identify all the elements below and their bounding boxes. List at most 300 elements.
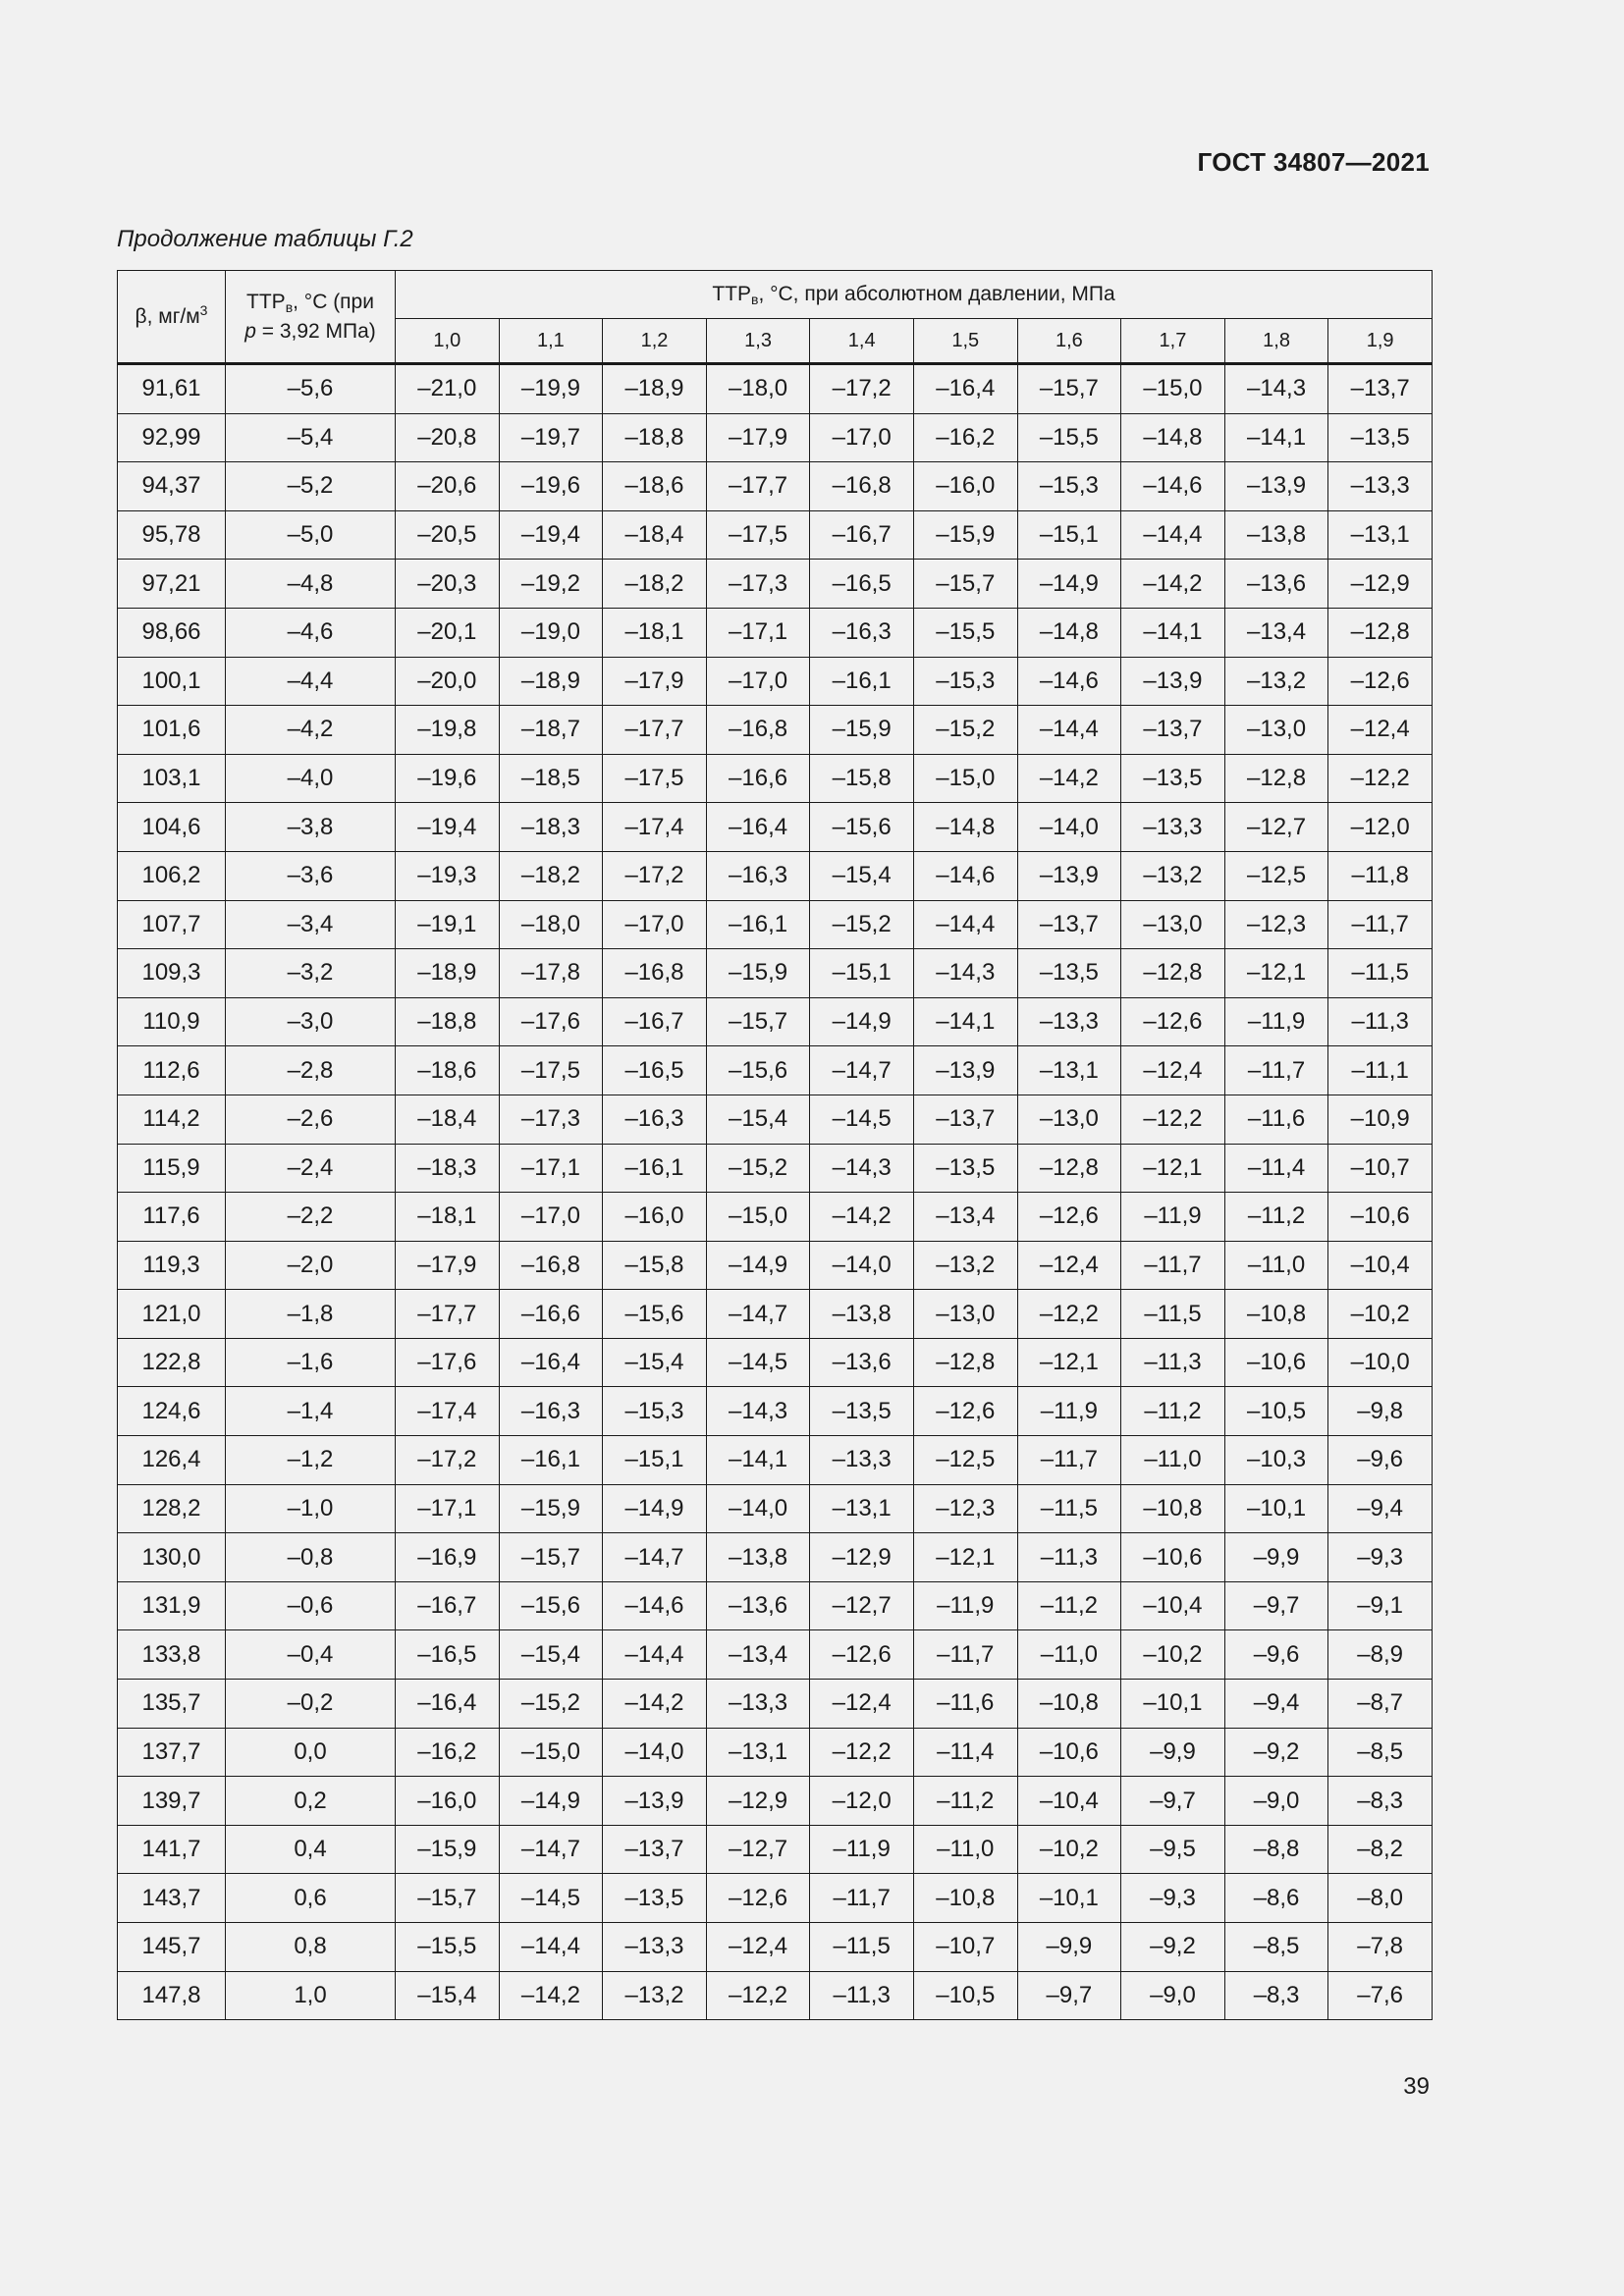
ttp-value-cell: –16,1 [499,1436,603,1485]
ttp-value-cell: –20,0 [396,657,500,706]
ttp-value-cell: –12,4 [1121,1046,1225,1095]
pressure-header-cell: 1,5 [913,319,1017,364]
beta-cell: 109,3 [118,949,226,998]
ttp-value-cell: –20,8 [396,413,500,462]
ttp-value-cell: –17,4 [603,803,707,852]
beta-cell: 117,6 [118,1193,226,1242]
ttp-value-cell: –13,4 [1224,608,1328,657]
ttp-value-cell: –13,6 [1224,560,1328,609]
table-row [118,1630,1433,1680]
ttp-value-cell: –18,1 [396,1193,500,1242]
ttp-value-cell: –15,3 [603,1387,707,1436]
ttp-value-cell: –13,3 [706,1680,810,1729]
ttp-value-cell: –15,8 [810,754,914,803]
ttp-value-cell: –18,3 [396,1144,500,1193]
ttp-value-cell: –9,4 [1224,1680,1328,1729]
ttp-value-cell: –17,5 [499,1046,603,1095]
ttp-value-cell: –8,5 [1224,1923,1328,1972]
ttp-value-cell: –18,3 [499,803,603,852]
ttp-value-cell: –11,5 [810,1923,914,1972]
ttp-value-cell: –13,7 [1017,900,1121,949]
ttp-value-cell: –12,6 [810,1630,914,1680]
ttp-value-cell: –13,9 [1017,851,1121,900]
beta-cell: 130,0 [118,1533,226,1582]
ttp-value-cell: –18,2 [499,851,603,900]
ttp-value-cell: –13,3 [603,1923,707,1972]
ttp-value-cell: –15,0 [1121,364,1225,414]
ttp-value-cell: –10,1 [1017,1874,1121,1923]
ttp-value-cell: –11,0 [1121,1436,1225,1485]
ttp-reference-cell: –3,0 [226,997,396,1046]
ttp-reference-cell: –2,6 [226,1095,396,1144]
ttp-value-cell: –10,6 [1121,1533,1225,1582]
beta-cell: 133,8 [118,1630,226,1680]
ttp-value-cell: –14,1 [1224,413,1328,462]
ttp-value-cell: –14,1 [706,1436,810,1485]
ttp-value-cell: –11,9 [1121,1193,1225,1242]
ttp-value-cell: –8,0 [1328,1874,1433,1923]
ttp-value-cell: –10,5 [1224,1387,1328,1436]
ttp-value-cell: –13,3 [1328,462,1433,511]
ttp-value-cell: –16,4 [499,1338,603,1387]
ttp-value-cell: –14,4 [499,1923,603,1972]
table-row [118,706,1433,755]
ttp-value-cell: –12,6 [1017,1193,1121,1242]
ttp-value-cell: –18,4 [396,1095,500,1144]
ttp-value-cell: –14,5 [810,1095,914,1144]
ttp-value-cell: –9,9 [1224,1533,1328,1582]
ttp-value-cell: –16,8 [706,706,810,755]
ttp-value-cell: –13,8 [1224,510,1328,560]
ttp-value-cell: –15,3 [913,657,1017,706]
ttp-value-cell: –11,2 [1017,1581,1121,1630]
ttp-value-cell: –18,8 [603,413,707,462]
beta-cell: 92,99 [118,413,226,462]
ttp-value-cell: –15,7 [706,997,810,1046]
beta-cell: 119,3 [118,1241,226,1290]
ttp-value-cell: –14,6 [603,1581,707,1630]
ttp-value-cell: –12,4 [706,1923,810,1972]
beta-cell: 124,6 [118,1387,226,1436]
ttp-value-cell: –13,2 [603,1971,707,2020]
ttp-value-cell: –10,1 [1121,1680,1225,1729]
beta-cell: 112,6 [118,1046,226,1095]
ttp-value-cell: –17,0 [810,413,914,462]
ttp-value-cell: –15,7 [499,1533,603,1582]
ttp-value-cell: –12,9 [810,1533,914,1582]
ttp-value-cell: –12,7 [810,1581,914,1630]
ttp-value-cell: –17,0 [603,900,707,949]
ttp-value-cell: –12,8 [1328,608,1433,657]
ttp-value-cell: –12,2 [1121,1095,1225,1144]
ttp-value-cell: –15,9 [499,1484,603,1533]
ttp-value-cell: –8,6 [1224,1874,1328,1923]
ttp-value-cell: –13,6 [706,1581,810,1630]
ttp-reference-cell: –3,6 [226,851,396,900]
ttp-value-cell: –13,9 [1121,657,1225,706]
ttp-value-cell: –14,2 [1121,560,1225,609]
ttp-value-cell: –17,5 [603,754,707,803]
ttp-value-cell: –14,8 [1121,413,1225,462]
ttp-value-cell: –15,0 [913,754,1017,803]
ttp-value-cell: –18,9 [396,949,500,998]
table-row [118,1971,1433,2020]
ttp-value-cell: –12,0 [810,1777,914,1826]
ttp-value-cell: –16,8 [603,949,707,998]
ttp-value-cell: –12,2 [1017,1290,1121,1339]
table-row [118,900,1433,949]
header-beta [118,271,226,364]
ttp-value-cell: –15,4 [499,1630,603,1680]
ttp-value-cell: –14,9 [810,997,914,1046]
ttp-reference-cell: 1,0 [226,1971,396,2020]
ttp-value-cell: –15,0 [706,1193,810,1242]
table-row [118,1338,1433,1387]
ttp-value-cell: –16,3 [810,608,914,657]
ttp-value-cell: –20,6 [396,462,500,511]
ttp-value-cell: –15,1 [810,949,914,998]
ttp-reference-cell: –4,6 [226,608,396,657]
pressure-header-cell: 1,1 [499,319,603,364]
table-row [118,1046,1433,1095]
ttp-value-cell: –13,7 [603,1825,707,1874]
ttp-value-cell: –10,8 [1017,1680,1121,1729]
ttp-value-cell: –17,4 [396,1387,500,1436]
table-row [118,1436,1433,1485]
ttp-value-cell: –17,2 [810,364,914,414]
ttp-value-cell: –9,3 [1121,1874,1225,1923]
ttp-value-cell: –15,5 [913,608,1017,657]
ttp-value-cell: –13,9 [603,1777,707,1826]
ttp-value-cell: –13,1 [1017,1046,1121,1095]
ttp-value-cell: –14,5 [499,1874,603,1923]
ttp-value-cell: –19,2 [499,560,603,609]
ttp-value-cell: –15,4 [396,1971,500,2020]
ttp-value-cell: –12,1 [1224,949,1328,998]
ttp-value-cell: –16,5 [603,1046,707,1095]
ttp-value-cell: –13,5 [1017,949,1121,998]
ttp-value-cell: –13,3 [810,1436,914,1485]
pressure-header-cell: 1,7 [1121,319,1225,364]
ttp-value-cell: –19,4 [396,803,500,852]
ttp-value-cell: –17,7 [706,462,810,511]
ttp-value-cell: –12,8 [1121,949,1225,998]
beta-cell: 122,8 [118,1338,226,1387]
ttp-value-cell: –12,3 [913,1484,1017,1533]
ttp-value-cell: –13,3 [1017,997,1121,1046]
ttp-value-cell: –11,5 [1121,1290,1225,1339]
ttp-value-cell: –13,5 [1328,413,1433,462]
ttp-value-cell: –17,0 [706,657,810,706]
ttp-value-cell: –18,5 [499,754,603,803]
ttp-value-cell: –15,0 [499,1728,603,1777]
beta-cell: 97,21 [118,560,226,609]
ttp-reference-cell: –1,4 [226,1387,396,1436]
ttp-value-cell: –12,2 [810,1728,914,1777]
ttp-value-cell: –13,2 [913,1241,1017,1290]
table-row [118,1825,1433,1874]
ttp-value-cell: –12,4 [1017,1241,1121,1290]
ttp-value-cell: –9,6 [1224,1630,1328,1680]
ttp-reference-cell: 0,8 [226,1923,396,1972]
ttp-value-cell: –10,3 [1224,1436,1328,1485]
ttp-value-cell: –16,9 [396,1533,500,1582]
ttp-value-cell: –14,2 [499,1971,603,2020]
pressure-header-cell: 1,0 [396,319,500,364]
ttp-value-cell: –11,7 [1017,1436,1121,1485]
table-row [118,1874,1433,1923]
ttp-value-cell: –10,8 [1224,1290,1328,1339]
ttp-reference-cell: –3,2 [226,949,396,998]
ttp-value-cell: –13,9 [913,1046,1017,1095]
ttp-value-cell: –15,8 [603,1241,707,1290]
ttp-value-cell: –14,0 [810,1241,914,1290]
beta-cell: 126,4 [118,1436,226,1485]
ttp-value-cell: –16,1 [603,1144,707,1193]
ttp-value-cell: –8,9 [1328,1630,1433,1680]
beta-cell: 139,7 [118,1777,226,1826]
ttp-value-cell: –8,8 [1224,1825,1328,1874]
ttp-value-cell: –11,9 [810,1825,914,1874]
ttp-reference-cell: 0,6 [226,1874,396,1923]
ttp-value-cell: –10,7 [1328,1144,1433,1193]
ttp-value-cell: –12,6 [1121,997,1225,1046]
pressure-symbol: р [244,319,256,343]
ttp-value-cell: –10,2 [1328,1290,1433,1339]
ttp-value-cell: –19,1 [396,900,500,949]
ttp-value-cell: –12,1 [1121,1144,1225,1193]
table-body [118,364,1433,2020]
beta-cell: 121,0 [118,1290,226,1339]
ttp-value-cell: –15,5 [1017,413,1121,462]
table-row [118,1387,1433,1436]
ttp-value-cell: –17,9 [706,413,810,462]
ttp-reference-cell: 0,4 [226,1825,396,1874]
ttp-value-cell: –14,8 [1017,608,1121,657]
ttp-value-cell: –16,5 [810,560,914,609]
ttp-reference-cell: –2,4 [226,1144,396,1193]
ttp-reference-cell: –1,8 [226,1290,396,1339]
ttp-value-cell: –20,5 [396,510,500,560]
ttp-value-cell: –17,5 [706,510,810,560]
ttp-value-cell: –13,9 [1224,462,1328,511]
ttp-value-cell: –14,5 [706,1338,810,1387]
ttp-value-cell: –19,6 [396,754,500,803]
ttp-value-cell: –11,7 [1121,1241,1225,1290]
ttp-value-cell: –16,4 [396,1680,500,1729]
ttp-value-cell: –11,9 [1224,997,1328,1046]
ttp-value-cell: –15,2 [706,1144,810,1193]
table-row [118,364,1433,414]
ttp-value-cell: –13,4 [913,1193,1017,1242]
beta-unit: , мг/м [146,304,200,328]
ttp-value-cell: –15,7 [913,560,1017,609]
group-ttp-text: , °С, при абсолютном давлении, МПа [758,283,1115,305]
table-caption: Продолжение таблицы Г.2 [117,226,413,252]
ttp-value-cell: –10,4 [1121,1581,1225,1630]
ttp-value-cell: –15,1 [603,1436,707,1485]
table-row [118,1241,1433,1290]
ttp-value-cell: –16,3 [706,851,810,900]
beta-cell: 114,2 [118,1095,226,1144]
beta-cell: 143,7 [118,1874,226,1923]
ttp-value-cell: –16,0 [396,1777,500,1826]
ttp-reference-cell: –4,0 [226,754,396,803]
ttp-value-cell: –12,8 [1017,1144,1121,1193]
ttp-value-cell: –12,5 [913,1436,1017,1485]
ttp-value-cell: –9,9 [1017,1923,1121,1972]
ttp-value-cell: –12,6 [706,1874,810,1923]
ttp-value-cell: –7,8 [1328,1923,1433,1972]
ttp-value-cell: –13,0 [1121,900,1225,949]
table-row [118,1777,1433,1826]
table-row [118,1680,1433,1729]
ttp-reference-cell: –4,8 [226,560,396,609]
ttp-value-cell: –11,3 [1121,1338,1225,1387]
ttp-value-cell: –17,6 [396,1338,500,1387]
ttp-value-cell: –21,0 [396,364,500,414]
ttp-value-cell: –13,1 [810,1484,914,1533]
ttp-value-cell: –14,7 [603,1533,707,1582]
table-row [118,754,1433,803]
ttp-value-cell: –12,4 [810,1680,914,1729]
ttp-value-cell: –13,3 [1121,803,1225,852]
ttp-value-cell: –14,3 [706,1387,810,1436]
ttp-unit: , °С (при [293,290,374,313]
ttp-value-cell: –11,5 [1328,949,1433,998]
table-row [118,1484,1433,1533]
beta-cell: 95,78 [118,510,226,560]
ttp-value-cell: –15,4 [810,851,914,900]
ttp-value-cell: –16,2 [396,1728,500,1777]
ttp-value-cell: –16,8 [499,1241,603,1290]
ttp-value-cell: –16,5 [396,1630,500,1680]
table-row [118,1728,1433,1777]
ttp-value-cell: –11,5 [1017,1484,1121,1533]
ttp-value-cell: –12,0 [1328,803,1433,852]
ttp-value-cell: –17,2 [396,1436,500,1485]
ttp-value-cell: –9,3 [1328,1533,1433,1582]
ttp-reference-cell: –5,2 [226,462,396,511]
ttp-value-cell: –18,9 [603,364,707,414]
ttp-value-cell: –9,1 [1328,1581,1433,1630]
ttp-value-cell: –13,8 [810,1290,914,1339]
beta-symbol: β [135,304,147,328]
ttp-reference-cell: 0,0 [226,1728,396,1777]
beta-cell: 104,6 [118,803,226,852]
table-row [118,657,1433,706]
beta-cell: 147,8 [118,1971,226,2020]
ttp-value-cell: –13,2 [1224,657,1328,706]
ttp-value-cell: –10,8 [913,1874,1017,1923]
ttp-value-cell: –14,3 [1224,364,1328,414]
ttp-reference-cell: 0,2 [226,1777,396,1826]
ttp-value-cell: –10,4 [1328,1241,1433,1290]
ttp-value-cell: –16,7 [810,510,914,560]
ttp-value-cell: –15,6 [706,1046,810,1095]
ttp-value-cell: –18,7 [499,706,603,755]
ttp-value-cell: –18,0 [499,900,603,949]
table-row [118,949,1433,998]
beta-cell: 100,1 [118,657,226,706]
ttp-value-cell: –10,6 [1017,1728,1121,1777]
ttp-value-cell: –16,6 [706,754,810,803]
ttp-value-cell: –14,6 [1121,462,1225,511]
ttp-value-cell: –17,1 [396,1484,500,1533]
table-row [118,608,1433,657]
ttp-value-cell: –17,9 [603,657,707,706]
ttp-reference-cell: –2,8 [226,1046,396,1095]
ttp-value-cell: –8,7 [1328,1680,1433,1729]
ttp-value-cell: –11,7 [1328,900,1433,949]
ttp-value-cell: –18,6 [603,462,707,511]
ttp-label: ТТР [246,290,286,313]
ttp-value-cell: –7,6 [1328,1971,1433,2020]
ttp-value-cell: –17,0 [499,1193,603,1242]
ttp-value-cell: –9,8 [1328,1387,1433,1436]
ttp-value-cell: –20,3 [396,560,500,609]
ttp-value-cell: –11,0 [1224,1241,1328,1290]
ttp-value-cell: –15,6 [810,803,914,852]
ttp-value-cell: –14,4 [603,1630,707,1680]
ttp-value-cell: –12,7 [706,1825,810,1874]
beta-cell: 131,9 [118,1581,226,1630]
beta-cell: 115,9 [118,1144,226,1193]
ttp-value-cell: –14,1 [1121,608,1225,657]
ttp-value-cell: –9,7 [1121,1777,1225,1826]
ttp-value-cell: –14,9 [499,1777,603,1826]
beta-cell: 94,37 [118,462,226,511]
ttp-value-cell: –14,4 [1017,706,1121,755]
ttp-value-cell: –14,6 [1017,657,1121,706]
ttp-value-cell: –19,4 [499,510,603,560]
ttp-value-cell: –14,2 [603,1680,707,1729]
ttp-value-cell: –12,1 [1017,1338,1121,1387]
ttp-value-cell: –12,5 [1224,851,1328,900]
ttp-value-cell: –14,3 [913,949,1017,998]
ttp-value-cell: –15,1 [1017,510,1121,560]
ttp-value-cell: –13,0 [1224,706,1328,755]
document-code: ГОСТ 34807—2021 [1197,147,1430,177]
ttp-value-cell: –11,7 [913,1630,1017,1680]
ttp-value-cell: –11,3 [1017,1533,1121,1582]
ttp-value-cell: –16,1 [810,657,914,706]
beta-cell: 141,7 [118,1825,226,1874]
ttp-value-cell: –12,6 [1328,657,1433,706]
ttp-value-cell: –19,0 [499,608,603,657]
ttp-value-cell: –8,3 [1224,1971,1328,2020]
beta-unit-exponent: 3 [199,301,208,318]
ttp-value-cell: –10,5 [913,1971,1017,2020]
ttp-value-cell: –16,7 [396,1581,500,1630]
ttp-value-cell: –12,6 [913,1387,1017,1436]
ttp-value-cell: –11,8 [1328,851,1433,900]
beta-cell: 137,7 [118,1728,226,1777]
ttp-value-cell: –15,7 [1017,364,1121,414]
table-header [118,271,1433,364]
ttp-value-cell: –16,3 [603,1095,707,1144]
ttp-value-cell: –16,0 [913,462,1017,511]
ttp-value-cell: –20,1 [396,608,500,657]
table-row [118,1923,1433,1972]
ttp-value-cell: –10,0 [1328,1338,1433,1387]
table-row [118,510,1433,560]
ttp-value-cell: –14,9 [603,1484,707,1533]
ttp-value-cell: –11,3 [810,1971,914,2020]
ttp-value-cell: –13,4 [706,1630,810,1680]
ttp-value-cell: –15,9 [913,510,1017,560]
pressure-header-cell: 1,9 [1328,319,1433,364]
